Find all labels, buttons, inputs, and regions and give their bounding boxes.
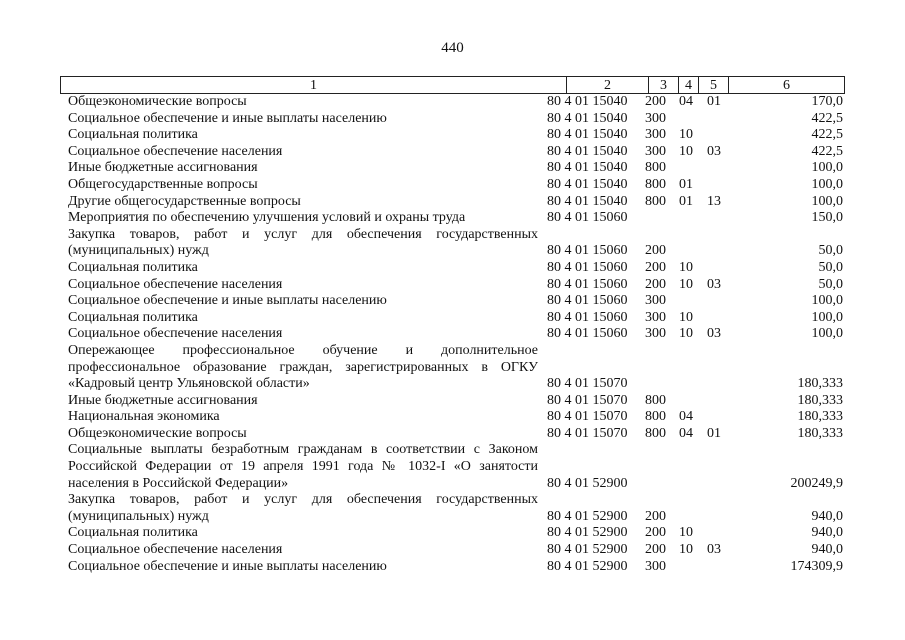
row-code: 80 4 01 15060: [547, 326, 628, 342]
row-subsection: 13: [707, 193, 721, 209]
table-row: [0, 127, 905, 144]
row-section: 10: [679, 276, 693, 292]
row-expense-type: 300: [645, 326, 666, 342]
row-name: Другие общегосударственные вопросы: [68, 193, 301, 209]
row-code: 80 4 01 52900: [547, 558, 628, 574]
row-subsection: 03: [707, 143, 721, 159]
row-name: Социальное обеспечение и иные выплаты населению: [68, 293, 387, 309]
row-amount: 50,0: [818, 243, 843, 259]
table-row: [0, 194, 905, 211]
row-name: Национальная экономика: [68, 409, 220, 425]
table-row: [0, 559, 905, 576]
table-row: [0, 227, 905, 260]
table-row: [0, 326, 905, 343]
table-row: [0, 542, 905, 559]
page-number: 440: [441, 40, 464, 56]
row-amount: 100,0: [811, 326, 843, 342]
row-name: Социальная политика: [68, 309, 198, 325]
row-name: Опережающее профессиональное обучение и дополнительное профессиональное образование граждан, зарегистрированных в ОГКУ «Кадровый центр Ульяновской области»: [68, 342, 538, 392]
row-code: 80 4 01 52900: [547, 525, 628, 541]
row-section: 04: [679, 94, 693, 109]
row-expense-type: 300: [645, 309, 666, 325]
header-col-6: 6: [728, 77, 844, 93]
table-row: [0, 160, 905, 177]
row-name: Иные бюджетные ассигнования: [68, 392, 258, 408]
row-amount: 180,333: [797, 392, 843, 408]
table-row: [0, 492, 905, 525]
row-expense-type: 800: [645, 392, 666, 408]
row-code: 80 4 01 15040: [547, 160, 628, 176]
table-row: [0, 277, 905, 294]
row-code: 80 4 01 15060: [547, 309, 628, 325]
row-name: Общеэкономические вопросы: [68, 94, 247, 109]
row-name: Социальное обеспечение населения: [68, 326, 283, 342]
row-amount: 100,0: [811, 193, 843, 209]
row-subsection: 03: [707, 326, 721, 342]
row-section: 01: [679, 193, 693, 209]
table-row: [0, 409, 905, 426]
row-name: Общеэкономические вопросы: [68, 425, 247, 441]
row-section: 10: [679, 326, 693, 342]
row-code: 80 4 01 15040: [547, 127, 628, 143]
row-name: Закупка товаров, работ и услуг для обеспечения государственных (муниципальных) нужд: [68, 226, 538, 259]
header-col-1: 1: [310, 78, 317, 93]
header-col-2: 2: [566, 77, 648, 93]
table-row: [0, 426, 905, 443]
row-subsection: 01: [707, 94, 721, 109]
row-code: 80 4 01 52900: [547, 475, 628, 491]
row-amount: 940,0: [811, 508, 843, 524]
row-amount: 940,0: [811, 542, 843, 558]
table-row: [0, 111, 905, 128]
row-expense-type: 300: [645, 110, 666, 126]
row-amount: 180,333: [797, 425, 843, 441]
row-expense-type: 200: [645, 276, 666, 292]
row-amount: 100,0: [811, 309, 843, 325]
row-section: 10: [679, 525, 693, 541]
row-code: 80 4 01 15060: [547, 243, 628, 259]
table-row: [0, 210, 905, 227]
row-code: 80 4 01 15070: [547, 425, 628, 441]
row-subsection: 03: [707, 276, 721, 292]
table-header: [60, 76, 845, 94]
row-amount: 200249,9: [790, 475, 843, 491]
row-name: Социальные выплаты безработным гражданам в соответствии с Законом Российской Федерации от 19 апреля 1991 года № 1032-I «О занятости населения в Российской Федерации»: [68, 442, 538, 491]
row-name: Социальное обеспечение населения: [68, 143, 283, 159]
row-code: 80 4 01 52900: [547, 542, 628, 558]
row-expense-type: 200: [645, 525, 666, 541]
row-expense-type: 300: [645, 143, 666, 159]
row-section: 04: [679, 409, 693, 425]
row-expense-type: 300: [645, 127, 666, 143]
row-name: Иные бюджетные ассигнования: [68, 160, 258, 176]
row-code: 80 4 01 15040: [547, 176, 628, 192]
row-subsection: 01: [707, 425, 721, 441]
row-expense-type: 200: [645, 259, 666, 275]
row-name: Общегосударственные вопросы: [68, 176, 258, 192]
table-row: [0, 260, 905, 277]
row-expense-type: 200: [645, 94, 666, 109]
row-code: 80 4 01 15040: [547, 193, 628, 209]
row-amount: 174309,9: [790, 558, 843, 574]
row-amount: 50,0: [818, 276, 843, 292]
row-code: 80 4 01 15040: [547, 94, 628, 109]
row-code: 80 4 01 15070: [547, 392, 628, 408]
row-section: 01: [679, 176, 693, 192]
row-section: 04: [679, 425, 693, 441]
row-code: 80 4 01 15060: [547, 259, 628, 275]
row-code: 80 4 01 15070: [547, 409, 628, 425]
row-expense-type: 300: [645, 293, 666, 309]
row-code: 80 4 01 15060: [547, 293, 628, 309]
table-row: [0, 310, 905, 327]
row-expense-type: 800: [645, 425, 666, 441]
table-row: [0, 144, 905, 161]
row-name: Социальное обеспечение населения: [68, 542, 283, 558]
row-expense-type: 300: [645, 558, 666, 574]
header-col-5: 5: [698, 77, 728, 93]
row-code: 80 4 01 15060: [547, 276, 628, 292]
row-code: 80 4 01 15060: [547, 210, 628, 226]
table-row: [0, 442, 905, 492]
row-amount: 940,0: [811, 525, 843, 541]
row-name: Закупка товаров, работ и услуг для обеспечения государственных (муниципальных) нужд: [68, 492, 538, 524]
row-section: 10: [679, 127, 693, 143]
row-expense-type: 200: [645, 508, 666, 524]
table-body: [0, 94, 905, 575]
row-amount: 50,0: [818, 259, 843, 275]
row-amount: 100,0: [811, 176, 843, 192]
table-row: [0, 343, 905, 393]
row-code: 80 4 01 15040: [547, 110, 628, 126]
table-row: [0, 177, 905, 194]
row-expense-type: 800: [645, 193, 666, 209]
row-expense-type: 200: [645, 243, 666, 259]
row-code: 80 4 01 52900: [547, 508, 628, 524]
row-amount: 422,5: [811, 110, 843, 126]
table-row: [0, 525, 905, 542]
header-col-4: 4: [678, 77, 698, 93]
row-name: Мероприятия по обеспечению улучшения условий и охраны труда: [68, 210, 466, 226]
row-name: Социальная политика: [68, 525, 198, 541]
row-expense-type: 800: [645, 409, 666, 425]
row-amount: 180,333: [797, 409, 843, 425]
row-amount: 170,0: [811, 94, 843, 109]
row-section: 10: [679, 143, 693, 159]
table-row: [0, 293, 905, 310]
row-subsection: 03: [707, 542, 721, 558]
table-row: [0, 94, 905, 111]
row-amount: 422,5: [811, 143, 843, 159]
row-section: 10: [679, 259, 693, 275]
row-expense-type: 800: [645, 176, 666, 192]
row-amount: 150,0: [811, 210, 843, 226]
row-section: 10: [679, 542, 693, 558]
row-amount: 100,0: [811, 160, 843, 176]
row-name: Социальное обеспечение населения: [68, 276, 283, 292]
row-expense-type: 800: [645, 160, 666, 176]
row-name: Социальное обеспечение и иные выплаты населению: [68, 558, 387, 574]
row-amount: 422,5: [811, 127, 843, 143]
row-section: 10: [679, 309, 693, 325]
row-code: 80 4 01 15070: [547, 376, 628, 392]
header-col-3: 3: [648, 77, 678, 93]
row-amount: 100,0: [811, 293, 843, 309]
row-name: Социальная политика: [68, 259, 198, 275]
table-row: [0, 393, 905, 410]
row-name: Социальная политика: [68, 127, 198, 143]
row-name: Социальное обеспечение и иные выплаты населению: [68, 110, 387, 126]
row-expense-type: 200: [645, 542, 666, 558]
row-code: 80 4 01 15040: [547, 143, 628, 159]
row-amount: 180,333: [797, 376, 843, 392]
